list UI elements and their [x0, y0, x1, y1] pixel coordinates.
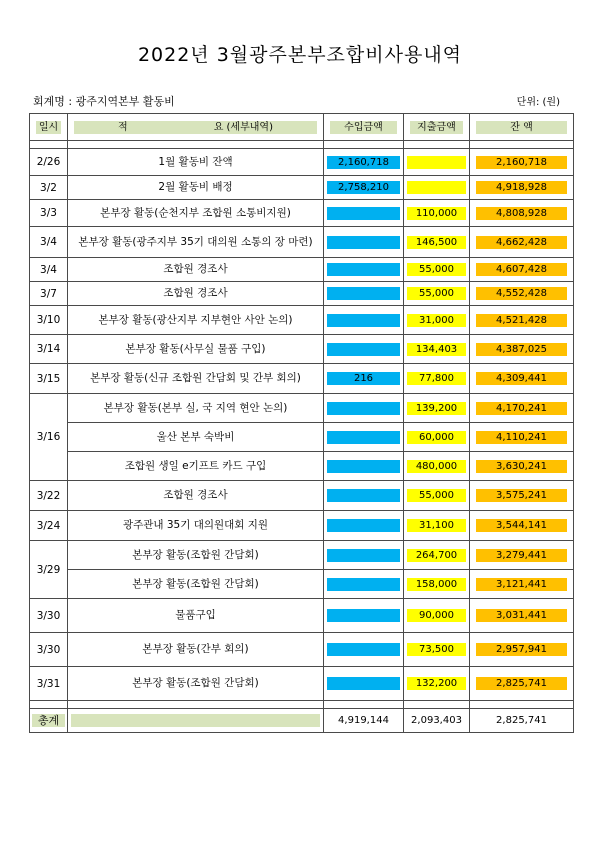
expense-cell: [404, 511, 470, 541]
balance-cell: [470, 258, 574, 282]
expense-cell: [404, 452, 470, 481]
balance-amount: 4,918,928: [476, 181, 567, 194]
header-desc: [74, 121, 317, 134]
totals-expense-cell: 2,093,403: [404, 709, 470, 733]
income-cell: [324, 394, 404, 423]
table-row: [30, 570, 574, 599]
balance-amount: 3,121,441: [476, 578, 567, 591]
balance-amount: 3,279,441: [476, 549, 567, 562]
balance-cell: [470, 282, 574, 306]
expense-cell: [404, 176, 470, 200]
expense-cell: [404, 394, 470, 423]
header-balance: 잔 액: [476, 121, 567, 134]
expense-amount: 110,000: [407, 207, 466, 220]
date-cell: 3/22: [30, 481, 68, 511]
expense-amount: 158,000: [407, 578, 466, 591]
income-cell: [324, 667, 404, 701]
description-cell: 조합원 경조사: [68, 258, 324, 282]
description-cell: 본부장 활동(광주지부 35기 대의원 소통의 장 마련): [68, 227, 324, 258]
income-cell: [324, 481, 404, 511]
expense-amount: 31,000: [407, 314, 466, 327]
table-row: [30, 306, 574, 335]
expense-cell: [404, 306, 470, 335]
date-cell: 3/30: [30, 633, 68, 667]
income-cell: [324, 423, 404, 452]
totals-balance-cell: 2,825,741: [470, 709, 574, 733]
balance-cell: [470, 511, 574, 541]
balance-amount: 4,808,928: [476, 207, 567, 220]
table-row: [30, 149, 574, 176]
balance-amount: 2,160,718: [476, 156, 567, 169]
table-row: [30, 335, 574, 364]
balance-cell: [470, 176, 574, 200]
table-row: [30, 227, 574, 258]
income-cell: [324, 227, 404, 258]
table-row: [30, 394, 574, 423]
income-cell: [324, 306, 404, 335]
balance-cell: [470, 335, 574, 364]
income-cell: [324, 511, 404, 541]
income-amount: [327, 402, 400, 415]
date-cell: 3/2: [30, 176, 68, 200]
expense-amount: 264,700: [407, 549, 466, 562]
account-name: 회계명 : 광주지역본부 활동비: [33, 95, 175, 108]
income-cell: [324, 176, 404, 200]
date-cell: 3/29: [30, 541, 68, 599]
expense-cell: [404, 149, 470, 176]
header-desc-cell: [68, 114, 324, 141]
expense-amount: 90,000: [407, 609, 466, 622]
expense-amount: [407, 156, 466, 169]
header-income: 수입금액: [330, 121, 397, 134]
balance-cell: [470, 667, 574, 701]
balance-amount: 2,957,941: [476, 643, 567, 656]
header-expense: 지출금액: [410, 121, 463, 134]
expense-cell: [404, 200, 470, 227]
header-desc-left: 적: [118, 121, 128, 133]
income-amount: [327, 519, 400, 532]
income-amount: [327, 609, 400, 622]
spacer-row: [30, 141, 574, 149]
expense-cell: [404, 570, 470, 599]
balance-cell: [470, 423, 574, 452]
balance-cell: [470, 452, 574, 481]
description-cell: 본부장 활동(광산지부 지부현안 사안 논의): [68, 306, 324, 335]
income-cell: [324, 282, 404, 306]
table-row: [30, 282, 574, 306]
table-row: [30, 633, 574, 667]
totals-desc-cell: [68, 709, 324, 733]
income-amount: 216: [327, 372, 400, 385]
totals-income-cell: 4,919,144: [324, 709, 404, 733]
table-row: [30, 481, 574, 511]
income-amount: [327, 287, 400, 300]
table-row: [30, 176, 574, 200]
table-row: [30, 452, 574, 481]
expense-amount: 55,000: [407, 489, 466, 502]
description-cell: 본부장 활동(조합원 간담회): [68, 667, 324, 701]
totals-label: 총계: [32, 714, 65, 727]
balance-cell: [470, 364, 574, 394]
balance-cell: [470, 149, 574, 176]
table-row: [30, 511, 574, 541]
balance-cell: [470, 633, 574, 667]
balance-amount: 4,552,428: [476, 287, 567, 300]
income-amount: [327, 489, 400, 502]
expense-amount: 77,800: [407, 372, 466, 385]
expense-amount: [407, 181, 466, 194]
expense-amount: 55,000: [407, 263, 466, 276]
date-cell: 3/3: [30, 200, 68, 227]
income-amount: [327, 677, 400, 690]
balance-cell: [470, 227, 574, 258]
expense-amount: 132,200: [407, 677, 466, 690]
expense-cell: [404, 667, 470, 701]
expense-cell: [404, 258, 470, 282]
balance-amount: 4,521,428: [476, 314, 567, 327]
page-title: 2022년 3월광주본부조합비사용내역: [137, 44, 463, 66]
description-cell: 본부장 활동(신규 조합원 간담회 및 간부 회의): [68, 364, 324, 394]
income-amount: [327, 207, 400, 220]
balance-amount: 3,575,241: [476, 489, 567, 502]
expense-cell: [404, 481, 470, 511]
date-cell: 3/16: [30, 394, 68, 481]
income-cell: [324, 599, 404, 633]
income-amount: [327, 236, 400, 249]
description-cell: 물품구입: [68, 599, 324, 633]
table-row: [30, 599, 574, 633]
date-cell: 3/4: [30, 227, 68, 258]
income-amount: [327, 643, 400, 656]
table-row: [30, 541, 574, 570]
description-cell: 2월 활동비 배정: [68, 176, 324, 200]
date-cell: 2/26: [30, 149, 68, 176]
description-cell: 광주관내 35기 대의원대회 지원: [68, 511, 324, 541]
balance-amount: 4,387,025: [476, 343, 567, 356]
ledger-table: [29, 113, 574, 733]
income-cell: [324, 149, 404, 176]
income-amount: [327, 263, 400, 276]
income-cell: [324, 258, 404, 282]
expense-amount: 134,403: [407, 343, 466, 356]
header-desc-right: 요 (세부내역): [213, 121, 273, 133]
header-balance-cell: [470, 114, 574, 141]
description-cell: 본부장 활동(간부 회의): [68, 633, 324, 667]
description-cell: 본부장 활동(조합원 간담회): [68, 570, 324, 599]
income-cell: [324, 541, 404, 570]
income-cell: [324, 452, 404, 481]
description-cell: 조합원 경조사: [68, 481, 324, 511]
income-amount: [327, 431, 400, 444]
balance-amount: 2,825,741: [476, 677, 567, 690]
header-row: [30, 114, 574, 141]
balance-amount: 4,662,428: [476, 236, 567, 249]
income-cell: [324, 335, 404, 364]
unit-label: 단위: (원): [516, 97, 560, 108]
balance-amount: 3,630,241: [476, 460, 567, 473]
description-cell: 1월 활동비 잔액: [68, 149, 324, 176]
date-cell: 3/4: [30, 258, 68, 282]
date-cell: 3/10: [30, 306, 68, 335]
income-cell: [324, 364, 404, 394]
expense-cell: [404, 282, 470, 306]
income-amount: [327, 578, 400, 591]
expense-cell: [404, 364, 470, 394]
description-cell: 조합원 경조사: [68, 282, 324, 306]
table-row: [30, 667, 574, 701]
income-amount: [327, 549, 400, 562]
description-cell: 본부장 활동(본부 실, 국 지역 현안 논의): [68, 394, 324, 423]
date-cell: 3/15: [30, 364, 68, 394]
balance-amount: 4,110,241: [476, 431, 567, 444]
balance-cell: [470, 541, 574, 570]
header-date-cell: [30, 114, 68, 141]
spacer-row: [30, 701, 574, 709]
income-cell: [324, 200, 404, 227]
expense-amount: 31,100: [407, 519, 466, 532]
table-row: [30, 200, 574, 227]
date-cell: 3/30: [30, 599, 68, 633]
totals-label-cell: [30, 709, 68, 733]
date-cell: 3/24: [30, 511, 68, 541]
header-expense-cell: [404, 114, 470, 141]
expense-cell: [404, 335, 470, 364]
expense-cell: [404, 599, 470, 633]
balance-cell: [470, 570, 574, 599]
balance-amount: 3,544,141: [476, 519, 567, 532]
balance-cell: [470, 306, 574, 335]
balance-amount: 3,031,441: [476, 609, 567, 622]
table-row: [30, 423, 574, 452]
description-cell: 본부장 활동(순천지부 조합원 소통비지원): [68, 200, 324, 227]
totals-row: [30, 709, 574, 733]
expense-amount: 480,000: [407, 460, 466, 473]
description-cell: 본부장 활동(조합원 간담회): [68, 541, 324, 570]
table-row: [30, 258, 574, 282]
expense-amount: 55,000: [407, 287, 466, 300]
description-cell: 조합원 생일 e기프트 카드 구입: [68, 452, 324, 481]
header-income-cell: [324, 114, 404, 141]
balance-amount: 4,170,241: [476, 402, 567, 415]
expense-cell: [404, 541, 470, 570]
expense-cell: [404, 227, 470, 258]
header-date: 일시: [36, 121, 61, 134]
description-cell: 본부장 활동(사무실 물품 구입): [68, 335, 324, 364]
expense-cell: [404, 633, 470, 667]
date-cell: 3/14: [30, 335, 68, 364]
income-amount: [327, 314, 400, 327]
expense-amount: 73,500: [407, 643, 466, 656]
income-amount: 2,160,718: [327, 156, 400, 169]
income-amount: [327, 460, 400, 473]
balance-cell: [470, 481, 574, 511]
balance-amount: 4,607,428: [476, 263, 567, 276]
balance-cell: [470, 599, 574, 633]
income-cell: [324, 633, 404, 667]
date-cell: 3/7: [30, 282, 68, 306]
balance-cell: [470, 394, 574, 423]
expense-amount: 146,500: [407, 236, 466, 249]
description-cell: 울산 본부 숙박비: [68, 423, 324, 452]
income-cell: [324, 570, 404, 599]
date-cell: 3/31: [30, 667, 68, 701]
balance-cell: [470, 200, 574, 227]
expense-amount: 139,200: [407, 402, 466, 415]
expense-cell: [404, 423, 470, 452]
income-amount: [327, 343, 400, 356]
income-amount: 2,758,210: [327, 181, 400, 194]
totals-desc-fill: [71, 714, 320, 727]
table-row: [30, 364, 574, 394]
balance-amount: 4,309,441: [476, 372, 567, 385]
expense-amount: 60,000: [407, 431, 466, 444]
